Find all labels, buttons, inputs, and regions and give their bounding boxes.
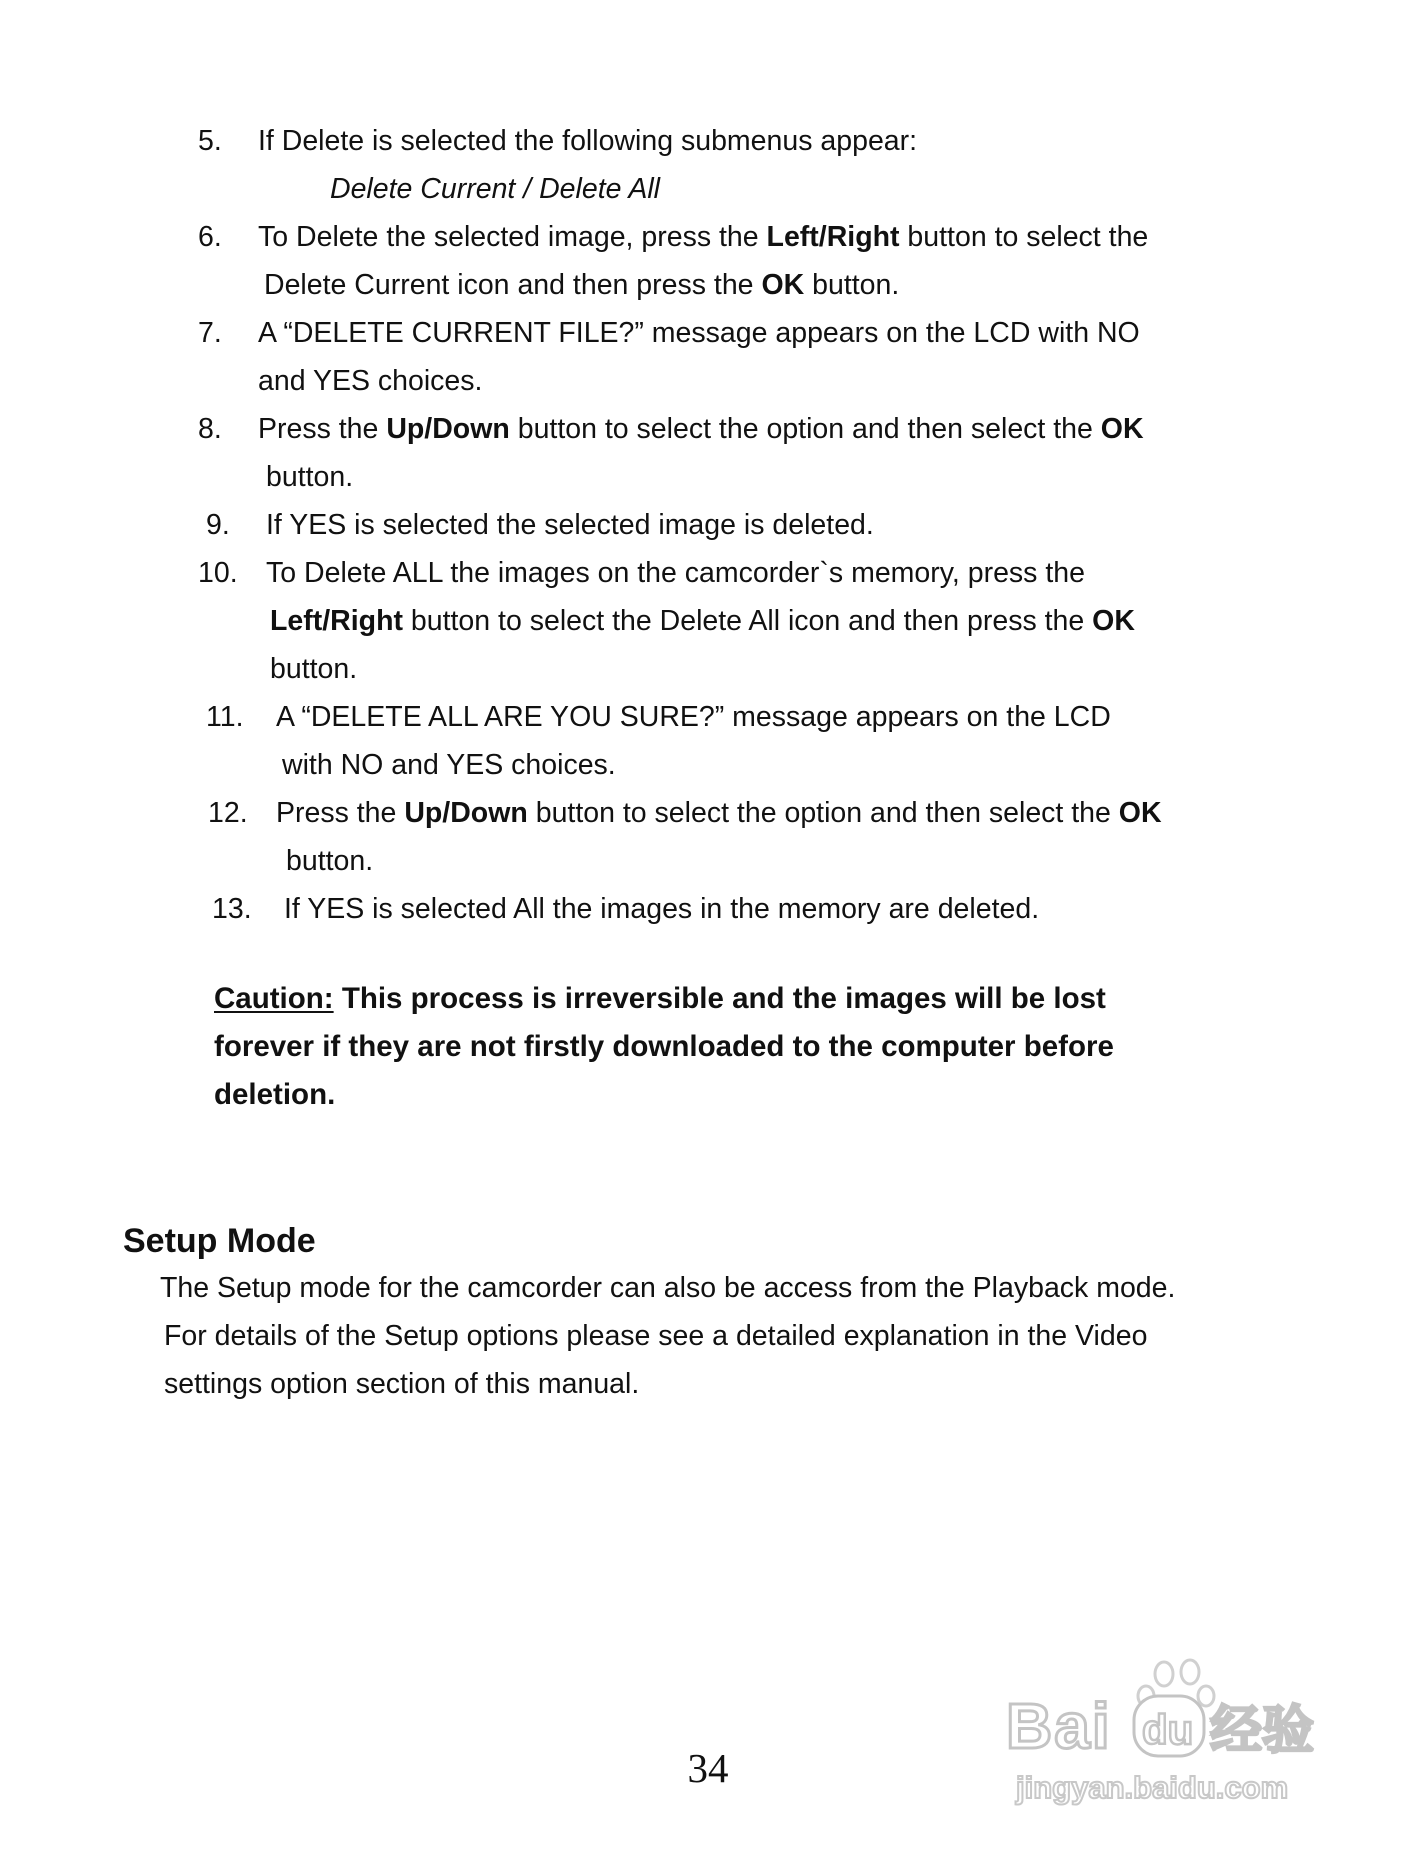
button-name: OK xyxy=(1118,797,1162,829)
caution-line-1: Caution: This process is irreversible and the images will be lost xyxy=(214,982,1106,1015)
caution-label: Caution: xyxy=(214,982,334,1015)
step-number: 10. xyxy=(198,557,238,589)
button-name: Left/Right xyxy=(766,221,900,253)
step-text-line: If YES is selected the selected image is deleted. xyxy=(266,509,874,541)
step-text-line: If YES is selected All the images in the memory are deleted. xyxy=(284,893,1040,925)
setup-paragraph-line-2: For details of the Setup options please see a detailed explanation in the Video xyxy=(164,1320,1148,1352)
step-text-line: button. xyxy=(286,845,374,877)
page-number: 34 xyxy=(687,1745,729,1791)
step-text-line: with NO and YES choices. xyxy=(282,749,616,781)
step-number: 13. xyxy=(212,893,252,925)
step-text-line: Press the Up/Down button to select the option and then select the OK xyxy=(258,413,1144,445)
step-text-line: To Delete ALL the images on the camcorder`s memory, press the xyxy=(266,557,1085,589)
step-text-line: To Delete the selected image, press the Left/Right button to select the xyxy=(258,221,1149,253)
step-text-line: Delete Current icon and then press the OK button. xyxy=(264,269,900,301)
step-number: 8. xyxy=(198,413,222,445)
button-name: Up/Down xyxy=(404,797,528,829)
svg-text:Bai: Bai xyxy=(1006,1690,1112,1762)
setup-paragraph-line-3: settings option section of this manual. xyxy=(164,1368,640,1400)
step-number: 7. xyxy=(198,317,222,349)
step-text-line: Left/Right button to select the Delete All icon and then press the OK xyxy=(270,605,1135,637)
section-heading: Setup Mode xyxy=(123,1222,316,1260)
step-text-line: Press the Up/Down button to select the option and then select the OK xyxy=(276,797,1162,829)
button-name: Up/Down xyxy=(386,413,510,445)
submenu-options: Delete Current / Delete All xyxy=(330,173,661,205)
step-text-line: If Delete is selected the following submenus appear: xyxy=(258,125,918,157)
step-text-line: A “DELETE CURRENT FILE?” message appears on the LCD with NO xyxy=(258,317,1140,349)
setup-paragraph-line-1: The Setup mode for the camcorder can also be access from the Playback mode. xyxy=(160,1272,1176,1304)
step-text-line: A “DELETE ALL ARE YOU SURE?” message appears on the LCD xyxy=(276,701,1111,733)
caution-line-2: forever if they are not firstly downloaded to the computer before xyxy=(214,1030,1114,1063)
step-text-line: and YES choices. xyxy=(258,365,483,397)
caution-line-3: deletion. xyxy=(214,1078,336,1111)
step-number: 11. xyxy=(206,701,244,733)
step-text-line: button. xyxy=(266,461,354,493)
button-name: Left/Right xyxy=(270,605,403,637)
svg-text:du: du xyxy=(1142,1706,1194,1753)
step-number: 5. xyxy=(198,125,222,157)
step-number: 12. xyxy=(208,797,248,829)
baidu-jingyan-watermark xyxy=(996,1650,1336,1810)
step-number: 9. xyxy=(206,509,230,541)
button-name: OK xyxy=(1100,413,1144,445)
svg-text:jingyan.baidu.com: jingyan.baidu.com xyxy=(1016,1770,1289,1805)
svg-text:经验: 经验 xyxy=(1210,1701,1315,1761)
button-name: OK xyxy=(761,269,805,301)
step-text-line: button. xyxy=(270,653,358,685)
step-number: 6. xyxy=(198,221,222,253)
button-name: OK xyxy=(1092,605,1135,637)
